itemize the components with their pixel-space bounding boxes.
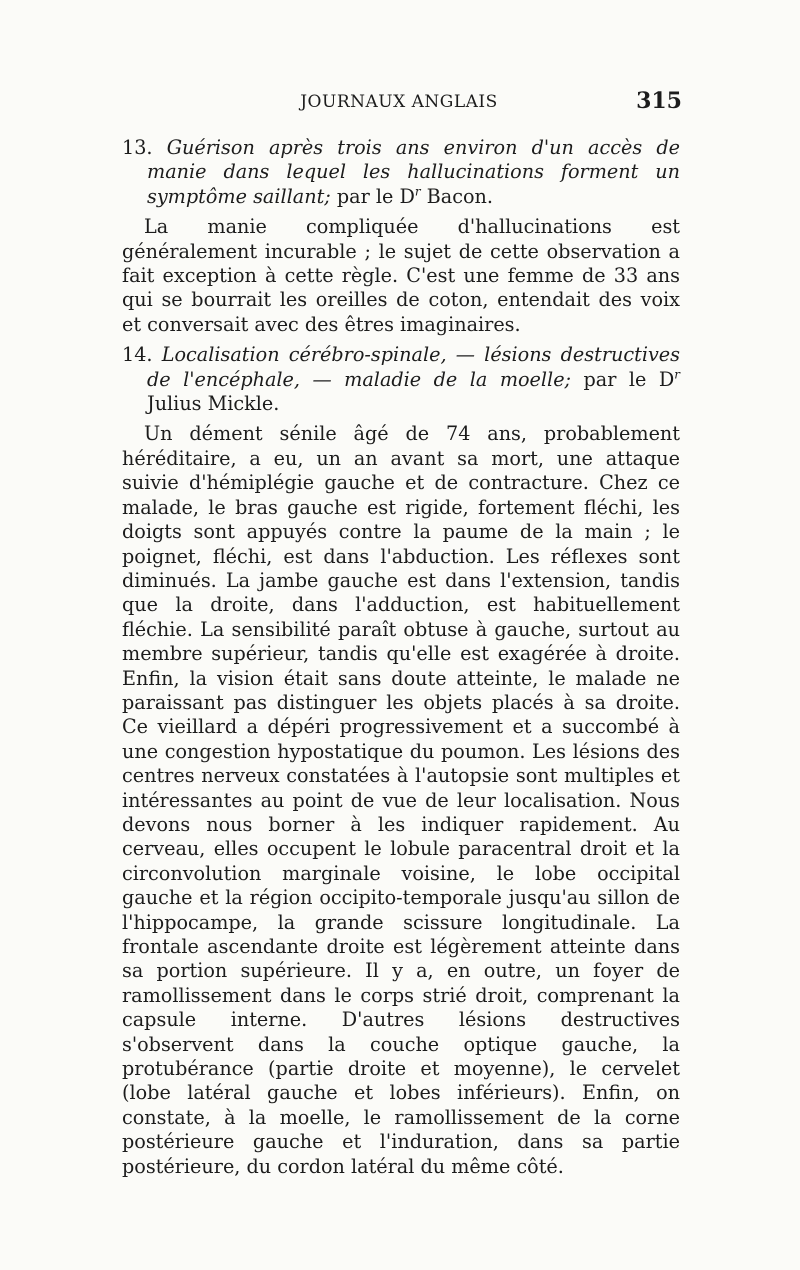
article-14-author: Julius Mickle. — [147, 392, 280, 416]
article-13-paragraph: La manie compliquée d'hallucinations est généralement incurable ; le sujet de cette observation a fait exception à cette règle. C'est une femme de 33 ans qui se bourrait les oreilles de coton, entendait des voix et conversait avec des êtres imaginaires. — [122, 215, 680, 336]
article-14-paragraph: Un dément sénile âgé de 74 ans, probablement héréditaire, a eu, un an avant sa mort, une attaque suivie d'hémiplégie gauche et de contracture. Chez ce malade, le bras gauche est rigide, fortement fléchi, les doigts sont appuyés contre la paume de la main ; le poignet, fléchi, est dans l'abduction. Les réflexes sont diminués. La jambe gauche est dans l'extension, tandis que la droite, dans l'adduction, est habituellement fléchie. La sensibilité paraît obtuse à gauche, surtout au membre supérieur, tandis qu'elle est exagérée à droite. Enfin, la vision était sans doute atteinte, le malade ne paraissant pas distinguer les objets placés à sa droite. Ce vieillard a dépéri progressivement et a succombé à une congestion hypostatique du poumon. Les lésions des centres nerveux constatées à l'autopsie sont multiples et intéressantes au point de vue de leur localisation. Nous devons nous borner à les indiquer rapidement. Au cerveau, elles occupent le lobule paracentral droit et la circonvolution marginale voisine, le lobe occipital gauche et la région occipito-temporale jusqu'au sillon de l'hippocampe, la grande scissure longitudinale. La frontale ascendante droite est légèrement atteinte dans sa portion supérieure. Il y a, en outre, un foyer de ramollissement dans le corps strié droit, comprenant la capsule interne. D'autres lésions destructives s'observent dans la couche optique gauche, la protubérance (partie droite et moyenne), le cervelet (lobe latéral gauche et lobes inférieurs). Enfin, on constate, à la moelle, le ramollissement de la corne postérieure gauche et l'induration, dans sa partie postérieure, du cordon latéral du même côté. — [122, 422, 680, 1178]
article-13-number: 13. — [122, 136, 153, 159]
article-14-title-text: Localisation cérébro-spinale, — lésions destructives de l'encéphale, — maladie de la moelle; — [147, 343, 680, 391]
article-13-author: Bacon. — [420, 184, 493, 208]
article-14-dr-sup: r — [674, 367, 680, 382]
page-number: 315 — [636, 88, 682, 114]
article-14-title — [122, 343, 680, 416]
page-header — [116, 88, 682, 122]
article-13-dr-sup: r — [414, 184, 421, 199]
article-13-title — [122, 136, 680, 209]
article-13-title-text: Guérison après trois ans environ d'un accès de manie dans lequel les hallucinations forment un symptôme saillant; — [147, 136, 680, 208]
article-13-byline: par le — [330, 184, 400, 208]
article-14-number: 14. — [122, 343, 153, 367]
running-head: JOURNAUX ANGLAIS — [300, 92, 498, 112]
article-14-dr: D — [658, 367, 675, 391]
article-14-byline: par le — [571, 367, 659, 391]
page-body — [122, 136, 680, 1179]
article-13-dr: D — [399, 184, 415, 208]
